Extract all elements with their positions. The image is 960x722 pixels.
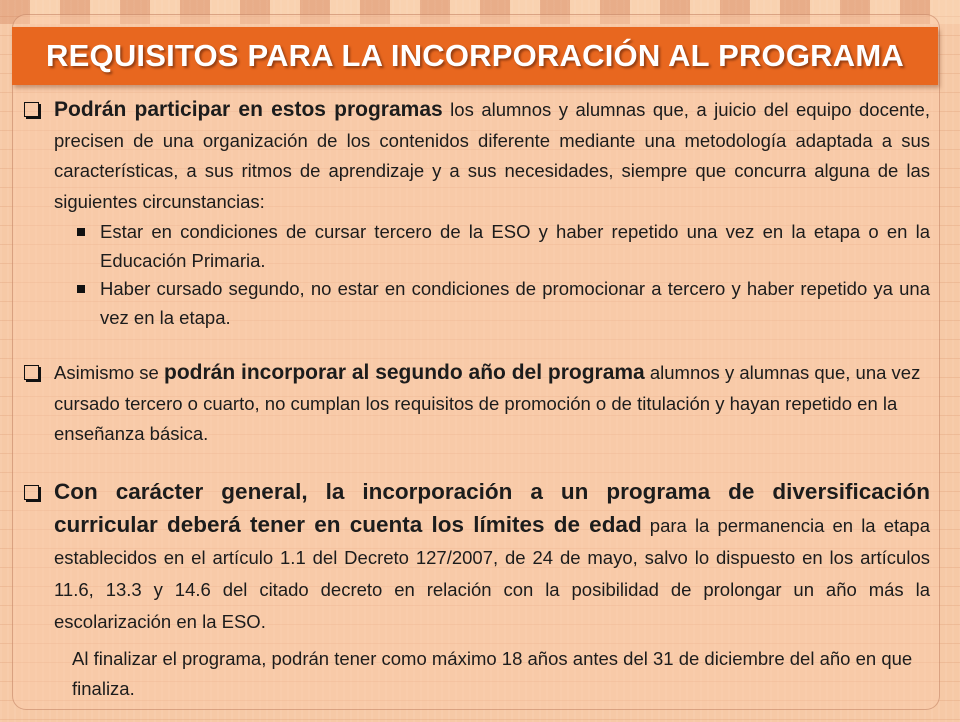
paragraph-body: para la permanencia en la etapa establecidos en el artículo 1.1 del Decreto 127/2007, de 24 de mayo, salvo lo dispuesto en los artículos 11.6, 13.3 y 14.6 del citado decreto en relación con la posibilidad de prolongar un año más la escolarización en la ESO. [54, 514, 930, 632]
paragraph-note: Al finalizar el programa, podrán tener como máximo 18 años antes del 31 de diciembre del año en que finaliza. [72, 647, 913, 699]
checkbox-bullet-icon [24, 365, 39, 380]
list-item: Estar en condiciones de cursar tercero de la ESO y haber repetido una vez en la etapa o en la Educación Primaria. [100, 218, 930, 275]
paragraph-prefix: Asimismo se [54, 362, 164, 383]
square-bullet-icon [77, 228, 85, 236]
checkbox-bullet-icon [24, 102, 39, 117]
slide-content [22, 96, 930, 722]
paragraph-lead: Podrán participar en estos programas [54, 98, 443, 121]
paragraph-lead: Con carácter general, la incorporación a un programa de diversificación curricular deberá tener en cuenta los límites de edad [54, 478, 930, 537]
paragraph-participation [22, 96, 930, 218]
paragraph-age-limits [22, 477, 930, 639]
square-bullet-icon [77, 285, 85, 293]
title-bar [12, 27, 938, 85]
checkbox-bullet-icon [24, 485, 39, 500]
slide-title: REQUISITOS PARA LA INCORPORACIÓN AL PROGRAMA [46, 38, 904, 73]
circumstances-list [22, 218, 930, 332]
paragraph-lead: podrán incorporar al segundo año del programa [164, 361, 645, 384]
list-item: Haber cursado segundo, no estar en condiciones de promocionar a tercero y haber repetido ya una vez en la etapa. [100, 275, 930, 332]
paragraph-second-year [22, 359, 930, 451]
paragraph-body: alumnos y alumnas que, una vez cursado tercero o cuarto, no cumplan los requisitos de promoción o de titulación y hayan repetido en la enseñanza básica. [54, 362, 921, 444]
paragraph-body: los alumnos y alumnas que, a juicio del equipo docente, precisen de una organización de los contenidos diferente mediante una metodología adaptada a sus características, a sus ritmos de aprendizaje y a sus necesidades, siempre que concurra alguna de las siguientes circunstancias: [54, 99, 930, 212]
